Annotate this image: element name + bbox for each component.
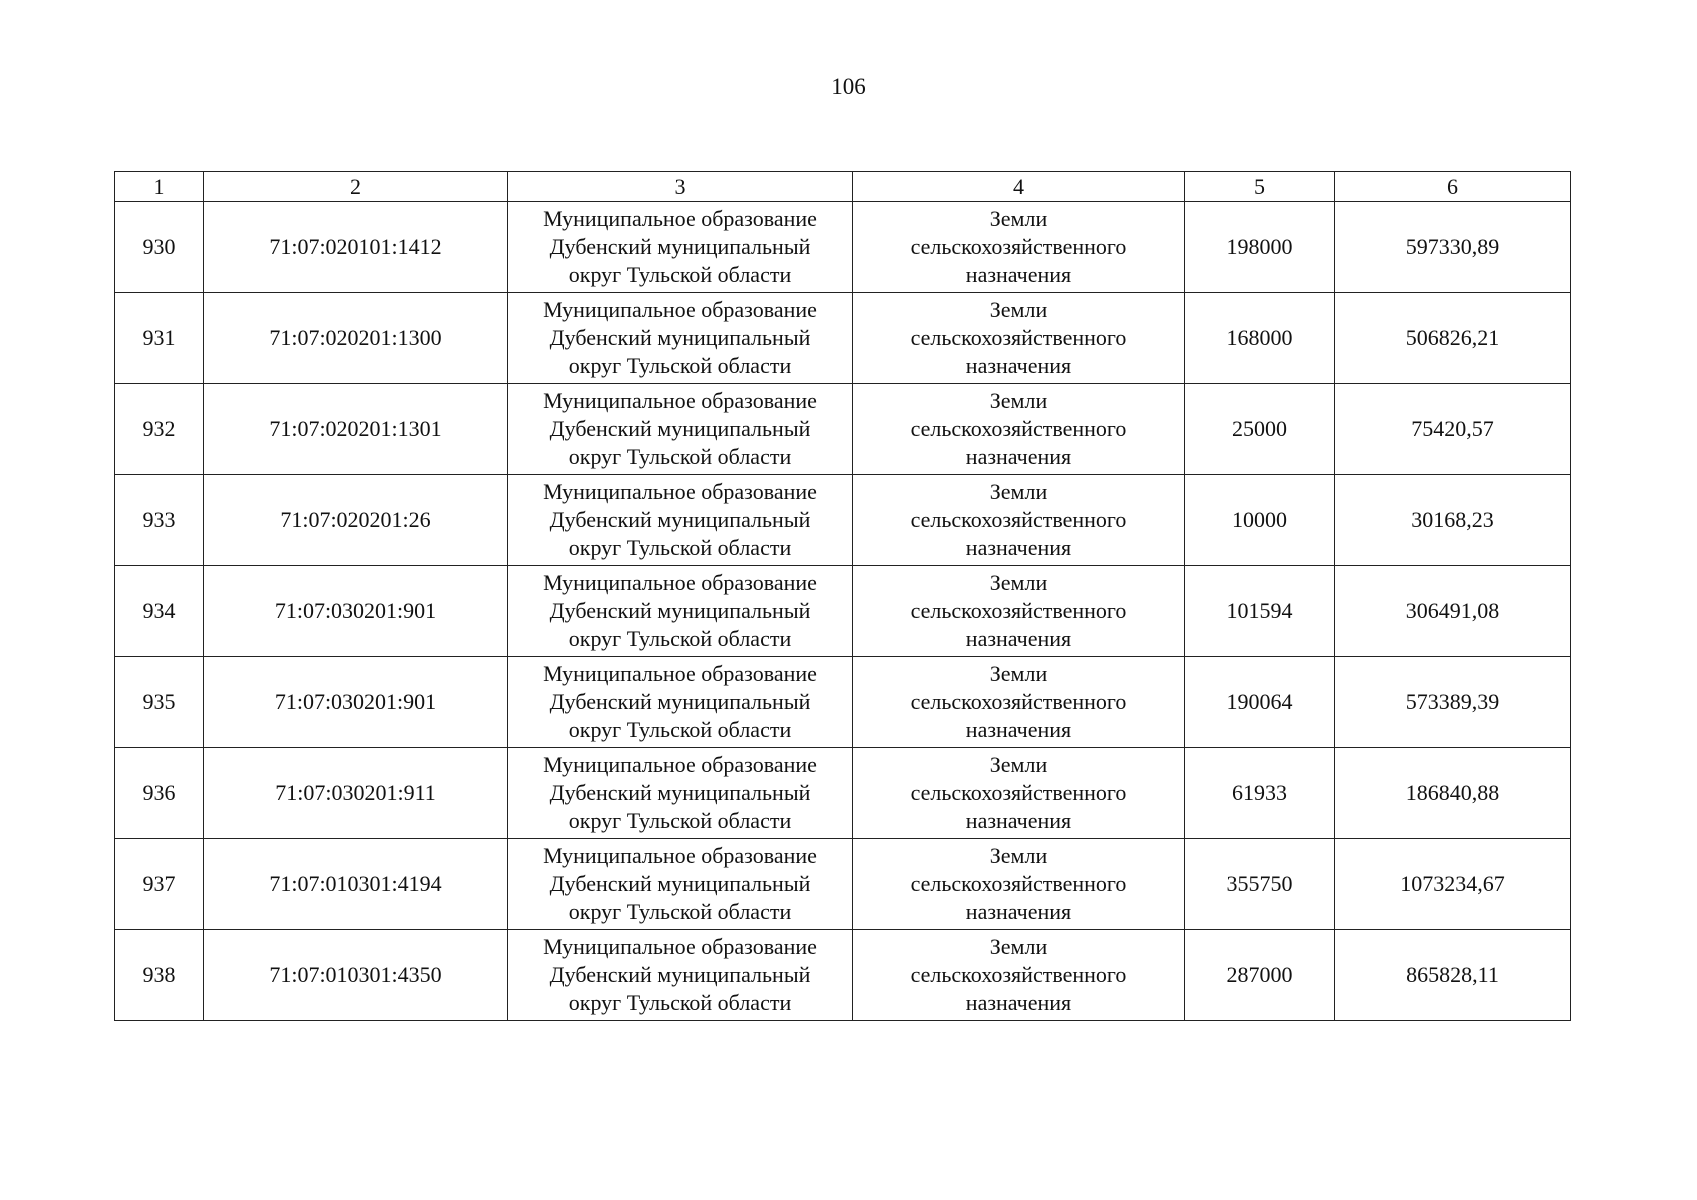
owner-cell [508,748,853,839]
cadastral-number-cell: 71:07:030201:901 [204,657,508,748]
row-number-cell: 930 [115,202,204,293]
category-line: Земли [989,661,1048,686]
category-line: сельскохозяйственного [910,325,1127,350]
row-number-cell: 935 [115,657,204,748]
owner-line: Дубенский муниципальный [549,871,811,896]
cadastral-number-cell: 71:07:020201:1301 [204,384,508,475]
category-line: назначения [965,899,1072,924]
cadastral-number-cell: 71:07:020201:26 [204,475,508,566]
owner-line: Муниципальное образование [543,297,817,322]
owner-line: Муниципальное образование [543,479,817,504]
table-row [115,657,1571,748]
table-row [115,566,1571,657]
owner-cell [508,566,853,657]
row-number-cell: 933 [115,475,204,566]
owner-line: Дубенский муниципальный [549,780,811,805]
category-line: Земли [989,934,1048,959]
area-cell: 355750 [1185,839,1335,930]
land-category-cell [853,930,1185,1021]
land-category-cell [853,748,1185,839]
owner-line: Муниципальное образование [543,934,817,959]
cadastral-value-cell: 186840,88 [1335,748,1571,839]
owner-line: Дубенский муниципальный [549,689,811,714]
owner-line: Муниципальное образование [543,843,817,868]
owner-line: округ Тульской области [568,444,792,469]
cadastral-number-cell: 71:07:020201:1300 [204,293,508,384]
owner-line: округ Тульской области [568,990,792,1015]
table-row [115,748,1571,839]
owner-line: округ Тульской области [568,899,792,924]
land-category-cell [853,657,1185,748]
area-cell: 198000 [1185,202,1335,293]
table-row [115,839,1571,930]
table-body [115,202,1571,1021]
cadastral-number-cell: 71:07:010301:4350 [204,930,508,1021]
category-line: сельскохозяйственного [910,234,1127,259]
category-line: сельскохозяйственного [910,416,1127,441]
table-header [115,172,1571,202]
column-header: 4 [853,172,1185,202]
header-row [115,172,1571,202]
cadastral-value-cell: 30168,23 [1335,475,1571,566]
table-row [115,475,1571,566]
owner-line: Дубенский муниципальный [549,416,811,441]
cadastral-value-cell: 865828,11 [1335,930,1571,1021]
land-category-cell [853,566,1185,657]
category-line: назначения [965,444,1072,469]
cadastral-number-cell: 71:07:010301:4194 [204,839,508,930]
category-line: Земли [989,206,1048,231]
land-category-cell [853,839,1185,930]
area-cell: 168000 [1185,293,1335,384]
owner-line: Муниципальное образование [543,388,817,413]
category-line: Земли [989,388,1048,413]
category-line: Земли [989,843,1048,868]
row-number-cell: 931 [115,293,204,384]
cadastral-value-cell: 75420,57 [1335,384,1571,475]
table-row [115,293,1571,384]
table-row [115,202,1571,293]
category-line: Земли [989,297,1048,322]
land-category-cell [853,293,1185,384]
category-line: сельскохозяйственного [910,780,1127,805]
owner-line: Муниципальное образование [543,206,817,231]
area-cell: 61933 [1185,748,1335,839]
owner-line: Муниципальное образование [543,752,817,777]
cadastral-value-cell: 573389,39 [1335,657,1571,748]
cadastral-number-cell: 71:07:030201:911 [204,748,508,839]
cadastral-value-cell: 506826,21 [1335,293,1571,384]
category-line: Земли [989,570,1048,595]
owner-line: Муниципальное образование [543,661,817,686]
land-category-cell [853,475,1185,566]
category-line: сельскохозяйственного [910,871,1127,896]
owner-line: Дубенский муниципальный [549,325,811,350]
row-number-cell: 936 [115,748,204,839]
owner-line: округ Тульской области [568,353,792,378]
column-header: 5 [1185,172,1335,202]
cadastral-value-cell: 1073234,67 [1335,839,1571,930]
column-header: 2 [204,172,508,202]
page-number: 106 [831,74,866,99]
row-number-cell: 938 [115,930,204,1021]
category-line: назначения [965,626,1072,651]
owner-line: округ Тульской области [568,626,792,651]
category-line: сельскохозяйственного [910,962,1127,987]
category-line: назначения [965,808,1072,833]
category-line: сельскохозяйственного [910,507,1127,532]
owner-line: Дубенский муниципальный [549,234,811,259]
table-row [115,384,1571,475]
owner-line: Дубенский муниципальный [549,962,811,987]
column-header: 6 [1335,172,1571,202]
owner-cell [508,657,853,748]
owner-cell [508,930,853,1021]
area-cell: 287000 [1185,930,1335,1021]
cadastral-number-cell: 71:07:020101:1412 [204,202,508,293]
owner-line: округ Тульской области [568,808,792,833]
owner-cell [508,839,853,930]
column-header: 1 [115,172,204,202]
area-cell: 190064 [1185,657,1335,748]
land-category-cell [853,202,1185,293]
owner-cell [508,475,853,566]
row-number-cell: 937 [115,839,204,930]
cadastral-value-cell: 597330,89 [1335,202,1571,293]
category-line: назначения [965,535,1072,560]
owner-line: округ Тульской области [568,535,792,560]
category-line: сельскохозяйственного [910,689,1127,714]
table-row [115,930,1571,1021]
column-header: 3 [508,172,853,202]
category-line: Земли [989,752,1048,777]
area-cell: 101594 [1185,566,1335,657]
owner-cell [508,384,853,475]
category-line: назначения [965,990,1072,1015]
area-cell: 25000 [1185,384,1335,475]
category-line: сельскохозяйственного [910,598,1127,623]
category-line: назначения [965,717,1072,742]
owner-line: Дубенский муниципальный [549,598,811,623]
row-number-cell: 934 [115,566,204,657]
category-line: назначения [965,353,1072,378]
category-line: Земли [989,479,1048,504]
land-registry-table [114,171,1571,1021]
owner-line: округ Тульской области [568,717,792,742]
owner-line: Дубенский муниципальный [549,507,811,532]
owner-line: округ Тульской области [568,262,792,287]
row-number-cell: 932 [115,384,204,475]
owner-cell [508,293,853,384]
owner-line: Муниципальное образование [543,570,817,595]
owner-cell [508,202,853,293]
category-line: назначения [965,262,1072,287]
area-cell: 10000 [1185,475,1335,566]
cadastral-number-cell: 71:07:030201:901 [204,566,508,657]
land-category-cell [853,384,1185,475]
cadastral-value-cell: 306491,08 [1335,566,1571,657]
